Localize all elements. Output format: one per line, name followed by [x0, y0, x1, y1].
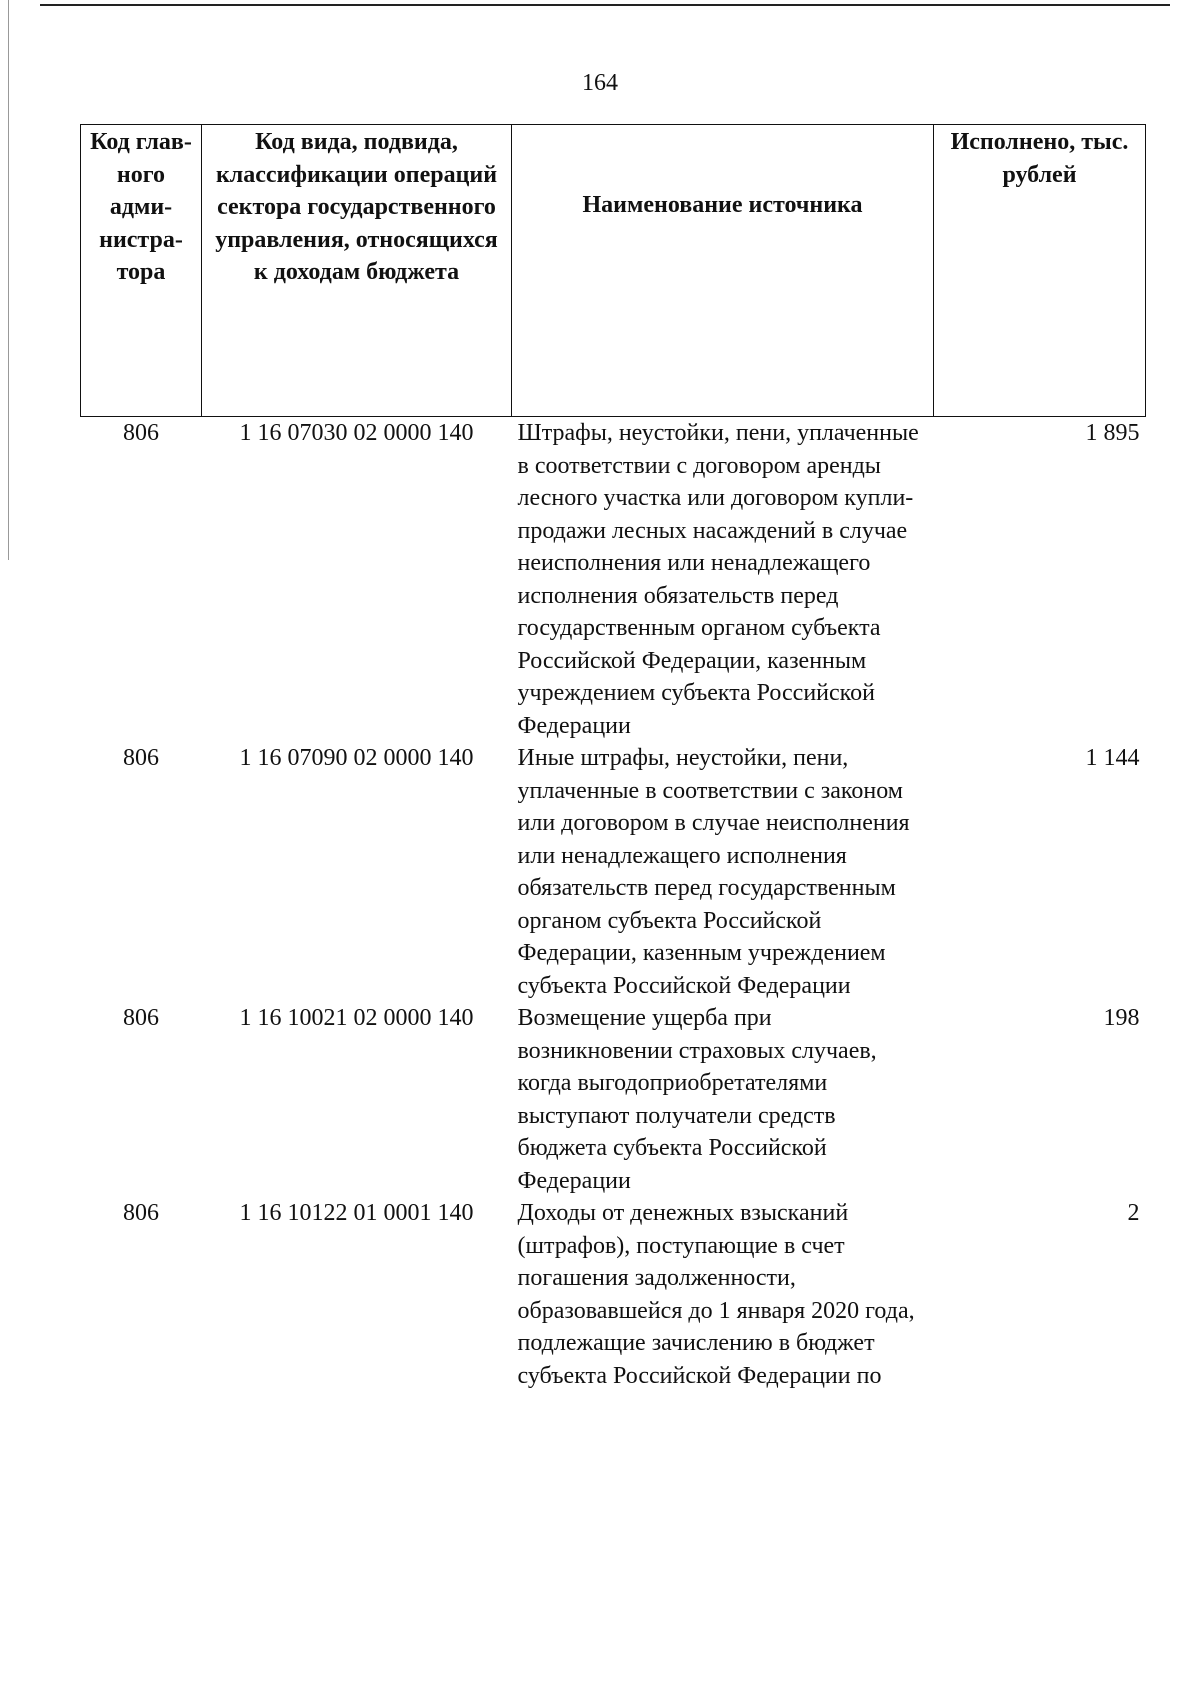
header-admin-code-label: Код глав-ного адми-нистра-тора — [90, 129, 192, 285]
table-body — [81, 417, 1146, 1393]
header-source-name-label: Наименование источника — [582, 192, 863, 218]
cell-admin-code: 806 — [123, 1200, 159, 1226]
cell-classification-code: 1 16 10122 01 0001 140 — [239, 1200, 474, 1226]
table-row — [81, 1197, 1146, 1392]
cell-source-name: Иные штрафы, неустойки, пени, уплаченные в соответствии с законом или договором в случае неисполнения или ненадлежащего исполнения обязательств перед государственным органом субъекта Российской Федерации, казенным учреждением субъекта Российской Федерации — [517, 745, 910, 999]
cell-amount: 198 — [1103, 1005, 1140, 1031]
cell-source-name: Штрафы, неустойки, пени, уплаченные в соответствии с договором аренды лесного участка или договором купли-продажи лесных насаждений в случае неисполнения или ненадлежащего исполнения обязательств перед государственным органом субъекта Российской Федерации, казенным учреждением субъекта Российской Федерации — [517, 420, 919, 739]
table-row — [81, 1002, 1146, 1197]
header-row — [81, 125, 1146, 417]
header-amount-label: Исполнено, тыс. рублей — [950, 129, 1129, 188]
cell-admin-code: 806 — [123, 745, 159, 771]
cell-admin-code: 806 — [123, 1005, 159, 1031]
cell-classification-code: 1 16 07090 02 0000 140 — [239, 745, 474, 771]
header-amount — [934, 125, 1146, 417]
header-admin-code — [81, 125, 202, 417]
cell-source-name: Возмещение ущерба при возникновении страховых случаев, когда выгодоприобретателями выступают получатели средств бюджета субъекта Российской Федерации — [517, 1005, 877, 1194]
table-header — [81, 125, 1146, 417]
header-classification-code — [202, 125, 512, 417]
scan-edge-top — [40, 4, 1170, 6]
cell-source-name: Доходы от денежных взысканий (штрафов), поступающие в счет погашения задолженности, образовавшейся до 1 января 2020 года, подлежащие зачислению в бюджет субъекта Российской Федерации по — [517, 1200, 915, 1389]
header-classification-code-label: Код вида, подвида, классификации операций сектора государственного управления, относящихся к доходам бюджета — [215, 129, 498, 285]
table-row — [81, 417, 1146, 743]
revenue-table — [80, 124, 1146, 1392]
cell-amount: 1 144 — [1085, 745, 1140, 771]
cell-amount: 1 895 — [1085, 420, 1140, 446]
header-source-name — [512, 125, 934, 417]
cell-classification-code: 1 16 10021 02 0000 140 — [239, 1005, 474, 1031]
page-number: 164 — [582, 70, 618, 96]
cell-classification-code: 1 16 07030 02 0000 140 — [239, 420, 474, 446]
cell-amount: 2 — [1127, 1200, 1140, 1226]
table-row — [81, 742, 1146, 1002]
cell-admin-code: 806 — [123, 420, 159, 446]
